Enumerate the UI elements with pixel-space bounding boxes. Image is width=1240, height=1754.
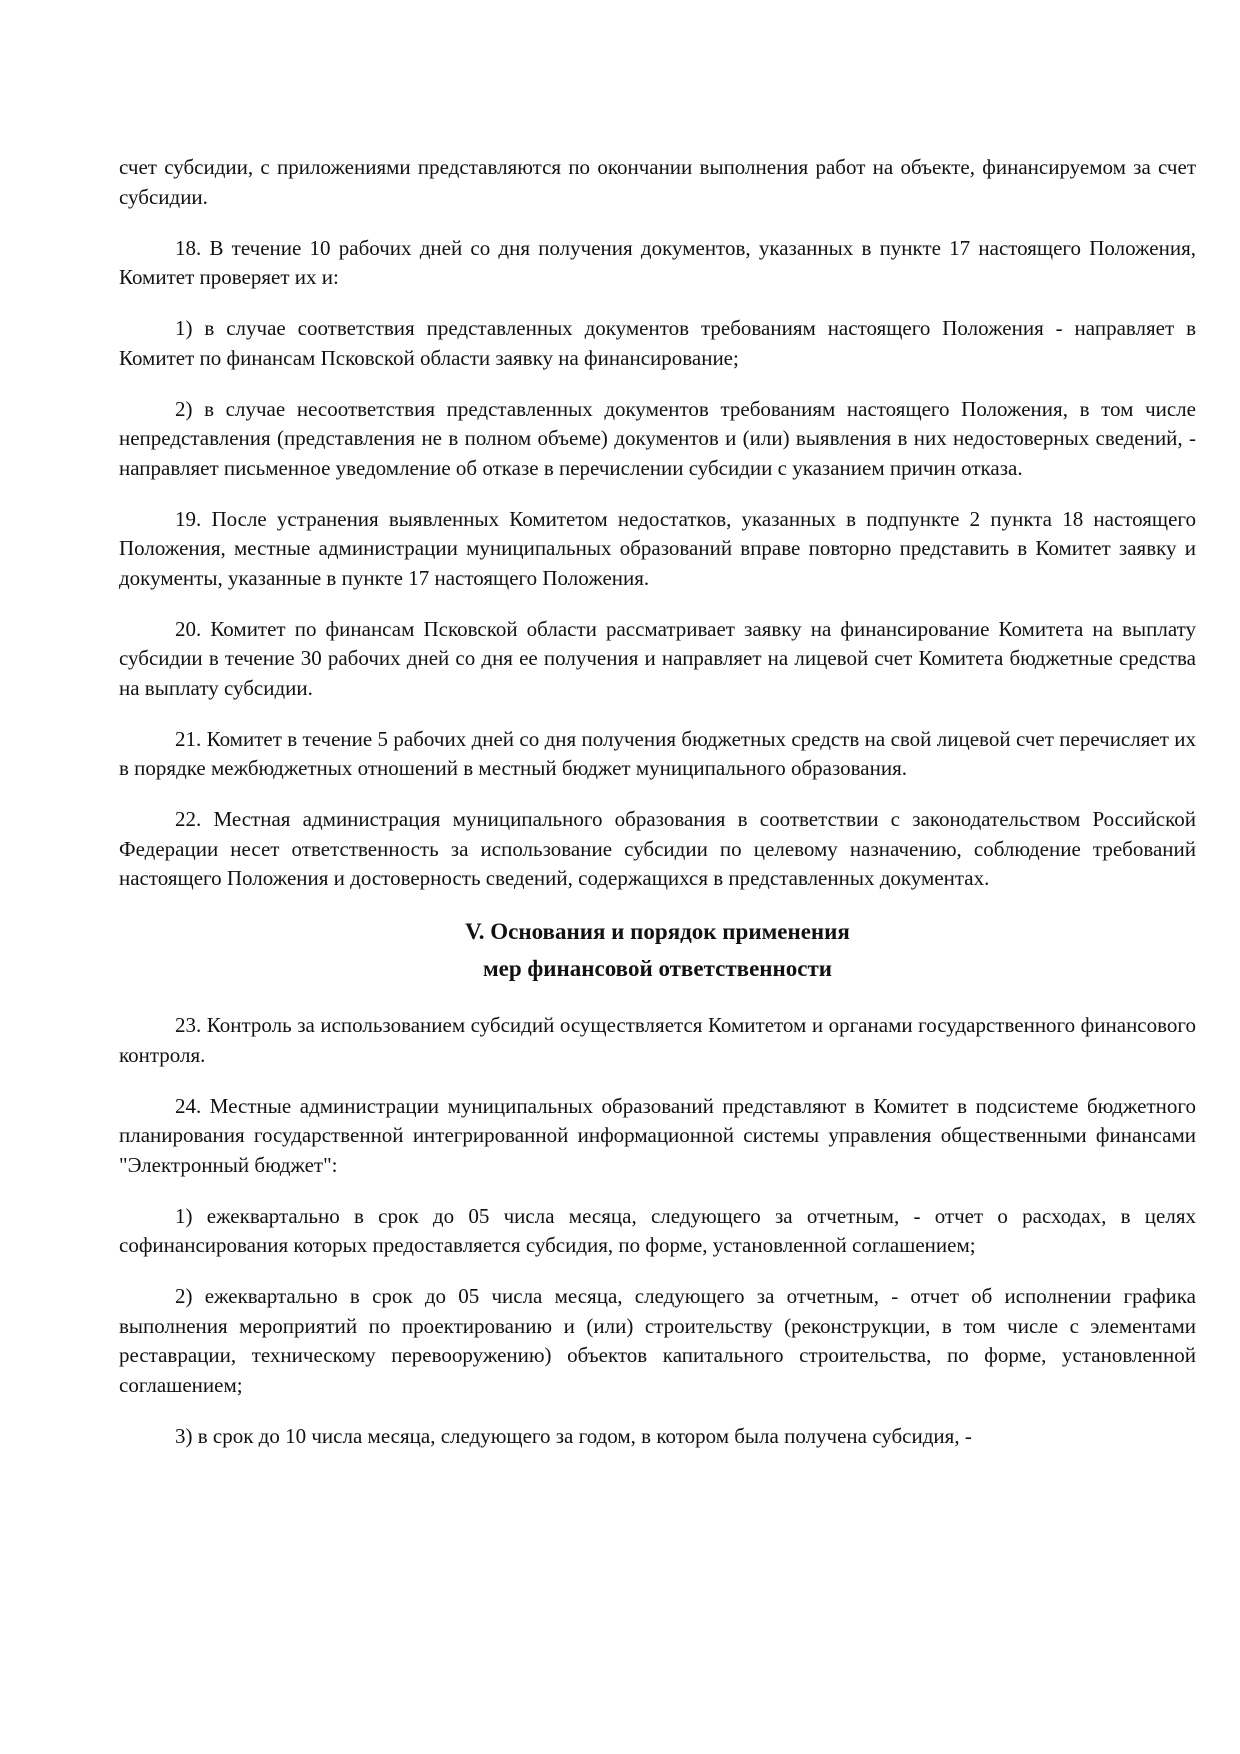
paragraphs-before — [119, 153, 1196, 894]
paragraph: 21. Комитет в течение 5 рабочих дней со дня получения бюджетных средств на свой лицевой счет перечисляет их в порядке межбюджетных отношений в местный бюджет муниципального образования. — [119, 726, 1196, 780]
paragraph: счет субсидии, с приложениями представляются по окончании выполнения работ на объекте, финансируемом за счет субсидии. — [119, 155, 1196, 209]
paragraph: 19. После устранения выявленных Комитетом недостатков, указанных в подпункте 2 пункта 18 настоящего Положения, местные администрации муниципальных образований вправе повторно представить в Комитет заявку и документы, указанные в пункте 17 настоящего Положения. — [119, 506, 1196, 590]
document-page — [119, 153, 1196, 1473]
section-heading-line2: мер финансовой ответственности — [482, 956, 833, 981]
paragraph: 18. В течение 10 рабочих дней со дня получения документов, указанных в пункте 17 настоящего Положения, Комитет проверяет их и: — [119, 235, 1196, 289]
paragraph: 1) в случае соответствия представленных документов требованиям настоящего Положения - направляет в Комитет по финансам Псковской области заявку на финансирование; — [119, 316, 1196, 370]
paragraph: 23. Контроль за использованием субсидий осуществляется Комитетом и органами государственного финансового контроля. — [119, 1013, 1196, 1067]
paragraph: 2) в случае несоответствия представленных документов требованиям настоящего Положения, в том числе непредставления (представления не в полном объеме) документов и (или) выявления в них недостоверных сведений, - направляет письменное уведомление об отказе в перечислении субсидии с указанием причин отказа. — [119, 396, 1196, 480]
paragraph: 3) в срок до 10 числа месяца, следующего за годом, в котором была получена субсидия, - — [175, 1423, 972, 1448]
paragraph: 1) ежеквартально в срок до 05 числа месяца, следующего за отчетным, - отчет о расходах, в целях софинансирования которых предоставляется субсидия, по форме, установленной соглашением; — [119, 1203, 1196, 1257]
section-heading — [119, 913, 1196, 987]
paragraph: 22. Местная администрация муниципального образования в соответствии с законодательством Российской Федерации несет ответственность за использование субсидии по целевому назначению, соблюдение требований настоящего Положения и достоверность сведений, содержащихся в представленных документах. — [119, 807, 1196, 890]
paragraph: 24. Местные администрации муниципальных образований представляют в Комитет в подсистеме бюджетного планирования государственной интегрированной информационной системы управления общественными финансами "Электронный бюджет": — [119, 1093, 1196, 1177]
section-heading-line1: V. Основания и порядок применения — [465, 919, 850, 944]
paragraphs-after — [119, 1011, 1196, 1451]
paragraph: 20. Комитет по финансам Псковской области рассматривает заявку на финансирование Комитета на выплату субсидии в течение 30 рабочих дней со дня ее получения и направляет на лицевой счет Комитета бюджетные средства на выплату субсидии. — [119, 616, 1196, 700]
paragraph: 2) ежеквартально в срок до 05 числа месяца, следующего за отчетным, - отчет об исполнении графика выполнения мероприятий по проектированию и (или) строительству (реконструкции, в том числе с элементами реставрации, техническому перевооружению) объектов капитального строительства, по форме, установленной соглашением; — [119, 1284, 1196, 1397]
